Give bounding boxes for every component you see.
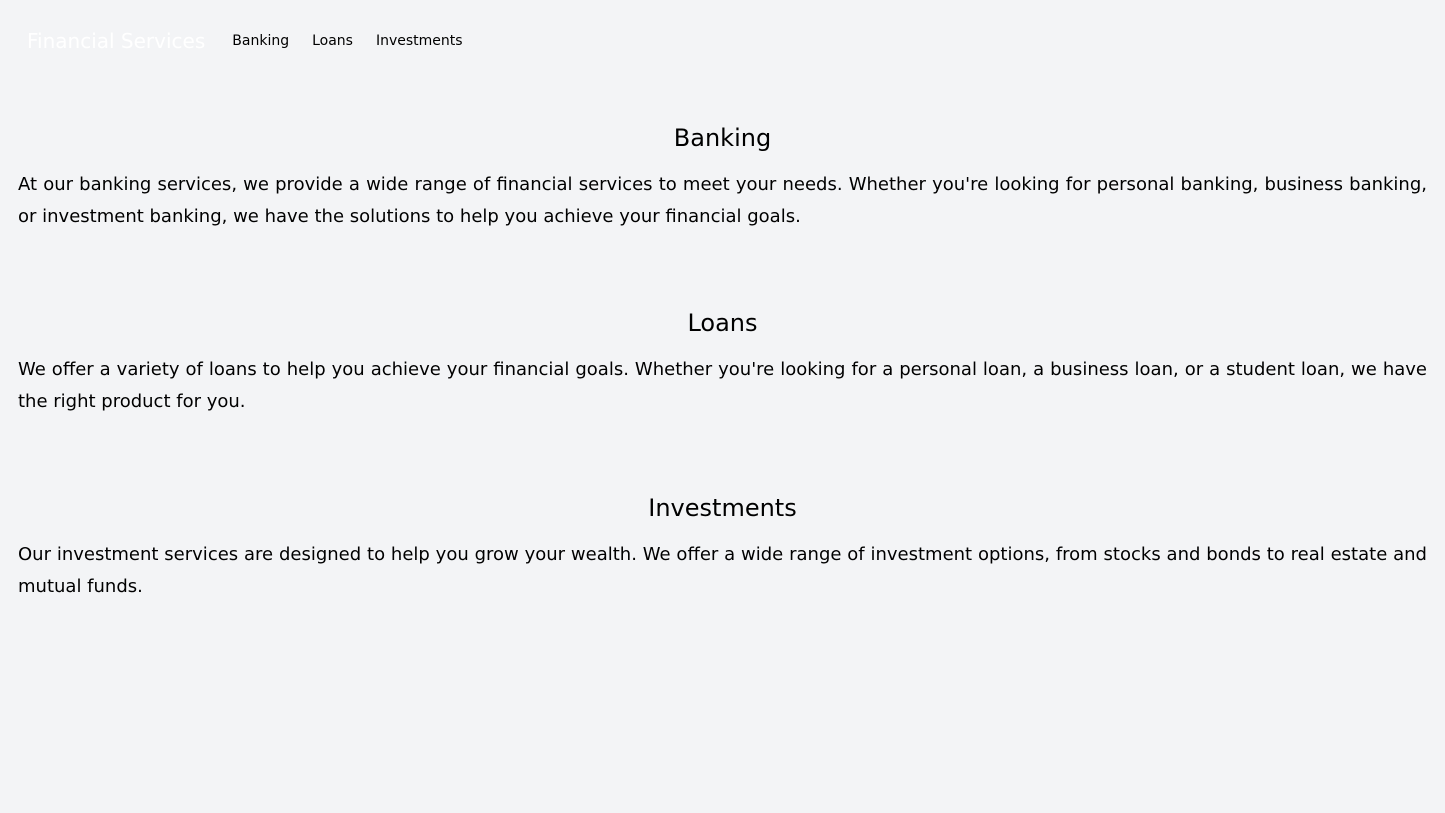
nav-link-banking[interactable]: Banking (232, 33, 290, 49)
section-banking (18, 82, 1427, 233)
section-title-loans: Loans (687, 309, 758, 337)
top-navbar (0, 0, 1445, 82)
main-content (0, 82, 1445, 603)
section-title-investments: Investments (648, 494, 797, 522)
section-title-banking: Banking (673, 124, 772, 152)
brand-logo-text[interactable]: Financial Services (27, 29, 206, 53)
nav-link-loans[interactable]: Loans (312, 33, 353, 49)
section-investments (18, 418, 1427, 603)
section-text-loans: We offer a variety of loans to help you achieve your financial goals. Whether you're looking for a personal loan, a business loan, or a student loan, we have the right product for you. (18, 359, 1427, 412)
nav-links (232, 33, 485, 49)
nav-link-investments[interactable]: Investments (375, 33, 463, 49)
section-text-investments: Our investment services are designed to help you grow your wealth. We offer a wide range of investment options, from stocks and bonds to real estate and mutual funds. (18, 544, 1427, 597)
section-text-banking: At our banking services, we provide a wide range of financial services to meet your needs. Whether you're looking for personal banking, business banking, or investment banking, we have the solutions to help you achieve your financial goals. (18, 174, 1427, 227)
section-loans (18, 233, 1427, 418)
